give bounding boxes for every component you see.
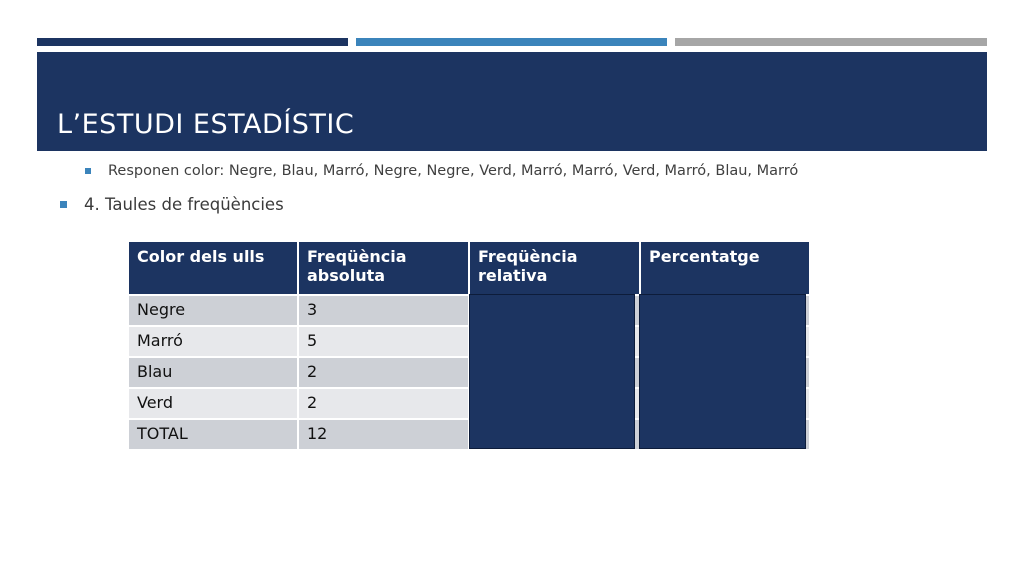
bullet-frequency-tables	[60, 195, 284, 214]
cell-absolute: 2	[298, 388, 469, 419]
header-absolute-frequency: Freqüència absoluta	[298, 241, 469, 295]
percentage-cover-block[interactable]	[639, 294, 806, 449]
header-relative-frequency: Freqüència relativa	[469, 241, 640, 295]
accent-bar-gray	[675, 38, 987, 46]
relative-frequency-cover-block[interactable]	[469, 294, 635, 449]
cell-color: Blau	[128, 357, 298, 388]
cell-absolute: 3	[298, 295, 469, 326]
bullet-square-icon	[60, 201, 67, 208]
header-eye-color: Color dels ulls	[128, 241, 298, 295]
slide-title: L’ESTUDI ESTADÍSTIC	[57, 109, 355, 140]
cell-color: Marró	[128, 326, 298, 357]
table-header-row	[128, 241, 810, 295]
cell-color: Verd	[128, 388, 298, 419]
accent-bar-blue	[356, 38, 667, 46]
bullet-square-icon	[85, 168, 91, 174]
cell-color: TOTAL	[128, 419, 298, 450]
accent-bar-dark	[37, 38, 348, 46]
cell-color: Negre	[128, 295, 298, 326]
cell-absolute: 5	[298, 326, 469, 357]
header-percentage: Percentatge	[640, 241, 810, 295]
cell-absolute: 2	[298, 357, 469, 388]
bullet-responses	[85, 163, 798, 179]
cell-absolute: 12	[298, 419, 469, 450]
bullet-responses-text: Responen color: Negre, Blau, Marró, Negre, Negre, Verd, Marró, Marró, Verd, Marró, Blau, Marró	[108, 163, 799, 179]
bullet-frequency-tables-text: 4. Taules de freqüències	[84, 195, 284, 214]
title-band	[37, 52, 987, 151]
